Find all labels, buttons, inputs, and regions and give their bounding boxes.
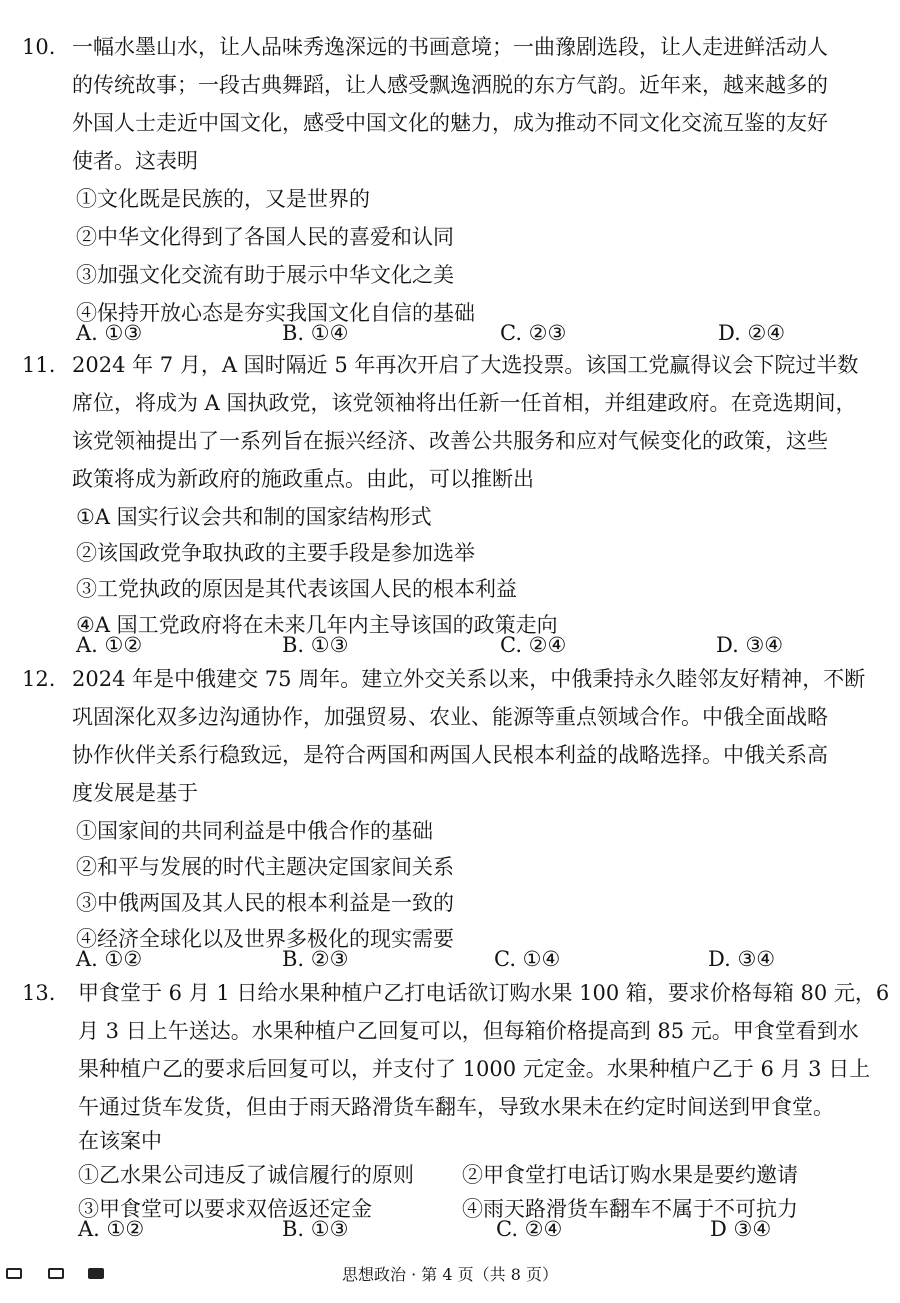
choice-b[interactable]: B. ②③: [282, 947, 349, 971]
question-number: 11.: [22, 353, 56, 377]
question-stem-line: 在该案中: [78, 1129, 162, 1153]
statement-option: ③甲食堂可以要求双倍返还定金: [78, 1197, 372, 1221]
question-stem-line: 月 3 日上午送达。水果种植户乙回复可以，但每箱价格提高到 85 元。甲食堂看到水: [78, 1019, 859, 1043]
statement-option: ①文化既是民族的，又是世界的: [76, 187, 370, 211]
choice-c[interactable]: C. ②③: [500, 321, 567, 345]
choice-a[interactable]: A. ①②: [76, 947, 143, 971]
choice-d[interactable]: D. ②④: [718, 321, 786, 345]
question-stem-line: 度发展是基于: [72, 781, 198, 805]
choice-b[interactable]: B. ①③: [282, 633, 349, 657]
statement-option: ②该国政党争取执政的主要手段是参加选举: [76, 541, 475, 565]
question-stem-line: 巩固深化双多边沟通协作，加强贸易、农业、能源等重点领域合作。中俄全面战略: [72, 705, 828, 729]
choice-d[interactable]: D. ③④: [708, 947, 776, 971]
question-stem-line: 甲食堂于 6 月 1 日给水果种植户乙打电话欲订购水果 100 箱，要求价格每箱 80 元，6: [78, 981, 890, 1005]
question-stem-line: 2024 年 7 月，A 国时隔近 5 年再次开启了大选投票。该国工党赢得议会下院过半数: [72, 353, 859, 377]
question-stem-line: 的传统故事；一段古典舞蹈，让人感受飘逸洒脱的东方气韵。近年来，越来越多的: [72, 73, 828, 97]
question-stem-line: 协作伙伴关系行稳致远，是符合两国和两国人民根本利益的战略选择。中俄关系高: [72, 743, 828, 767]
choice-b[interactable]: B. ①③: [282, 1217, 349, 1241]
statement-option: ④经济全球化以及世界多极化的现实需要: [76, 927, 454, 951]
question-stem-line: 席位，将成为 A 国执政党，该党领袖将出任新一任首相，并组建政府。在竞选期间，: [72, 391, 857, 415]
question-stem-line: 外国人士走近中国文化，感受中国文化的魅力，成为推动不同文化交流互鉴的友好: [72, 111, 828, 135]
page-footer: [0, 1262, 900, 1288]
statement-option: ②甲食堂打电话订购水果是要约邀请: [462, 1163, 798, 1187]
choice-d[interactable]: D ③④: [710, 1217, 772, 1241]
question-stem-line: 果种植户乙的要求后回复可以，并支付了 1000 元定金。水果种植户乙于 6 月 3 日上: [78, 1057, 871, 1081]
choice-c[interactable]: C. ②④: [496, 1217, 563, 1241]
choice-a[interactable]: A. ①③: [76, 321, 143, 345]
statement-option: ①A 国实行议会共和制的国家结构形式: [76, 505, 432, 529]
answer-choices: [76, 942, 876, 976]
statement-option: ④A 国工党政府将在未来几年内主导该国的政策走向: [76, 613, 558, 637]
statement-option: ②和平与发展的时代主题决定国家间关系: [76, 855, 454, 879]
footer-title: 思想政治 · 第 4 页（共 8 页）: [342, 1265, 558, 1284]
question-number: 12.: [22, 667, 56, 691]
choice-a[interactable]: A. ①②: [78, 1217, 145, 1241]
question-stem-line: 该党领袖提出了一系列旨在振兴经济、改善公共服务和应对气候变化的政策，这些: [72, 429, 828, 453]
choice-a[interactable]: A. ①②: [76, 633, 143, 657]
statement-option: ①乙水果公司违反了诚信履行的原则: [78, 1163, 414, 1187]
answer-choices: [76, 628, 876, 662]
question-stem-line: 使者。这表明: [72, 149, 198, 173]
answer-choices: [78, 1212, 878, 1246]
statement-option: ③加强文化交流有助于展示中华文化之美: [76, 263, 454, 287]
statement-option: ②中华文化得到了各国人民的喜爱和认同: [76, 225, 454, 249]
question-stem-line: 一幅水墨山水，让人品味秀逸深远的书画意境；一曲豫剧选段，让人走进鲜活动人: [72, 35, 828, 59]
choice-b[interactable]: B. ①④: [282, 321, 349, 345]
question-number: 10.: [22, 35, 56, 59]
question-stem-line: 2024 年是中俄建交 75 周年。建立外交关系以来，中俄秉持永久睦邻友好精神，不断: [72, 667, 866, 691]
choice-c[interactable]: C. ②④: [500, 633, 567, 657]
statement-option: ④保持开放心态是夯实我国文化自信的基础: [76, 301, 475, 325]
question-stem-line: 政策将成为新政府的施政重点。由此，可以推断出: [72, 467, 534, 491]
statement-option: ④雨天路滑货车翻车不属于不可抗力: [462, 1197, 798, 1221]
answer-choices: [76, 316, 876, 350]
question-number: 13.: [22, 981, 56, 1005]
statement-option: ③中俄两国及其人民的根本利益是一致的: [76, 891, 454, 915]
statement-option: ③工党执政的原因是其代表该国人民的根本利益: [76, 577, 517, 601]
statement-option: ①国家间的共同利益是中俄合作的基础: [76, 819, 433, 843]
choice-d[interactable]: D. ③④: [716, 633, 784, 657]
choice-c[interactable]: C. ①④: [494, 947, 561, 971]
question-stem-line: 午通过货车发货，但由于雨天路滑货车翻车，导致水果未在约定时间送到甲食堂。: [78, 1095, 834, 1119]
